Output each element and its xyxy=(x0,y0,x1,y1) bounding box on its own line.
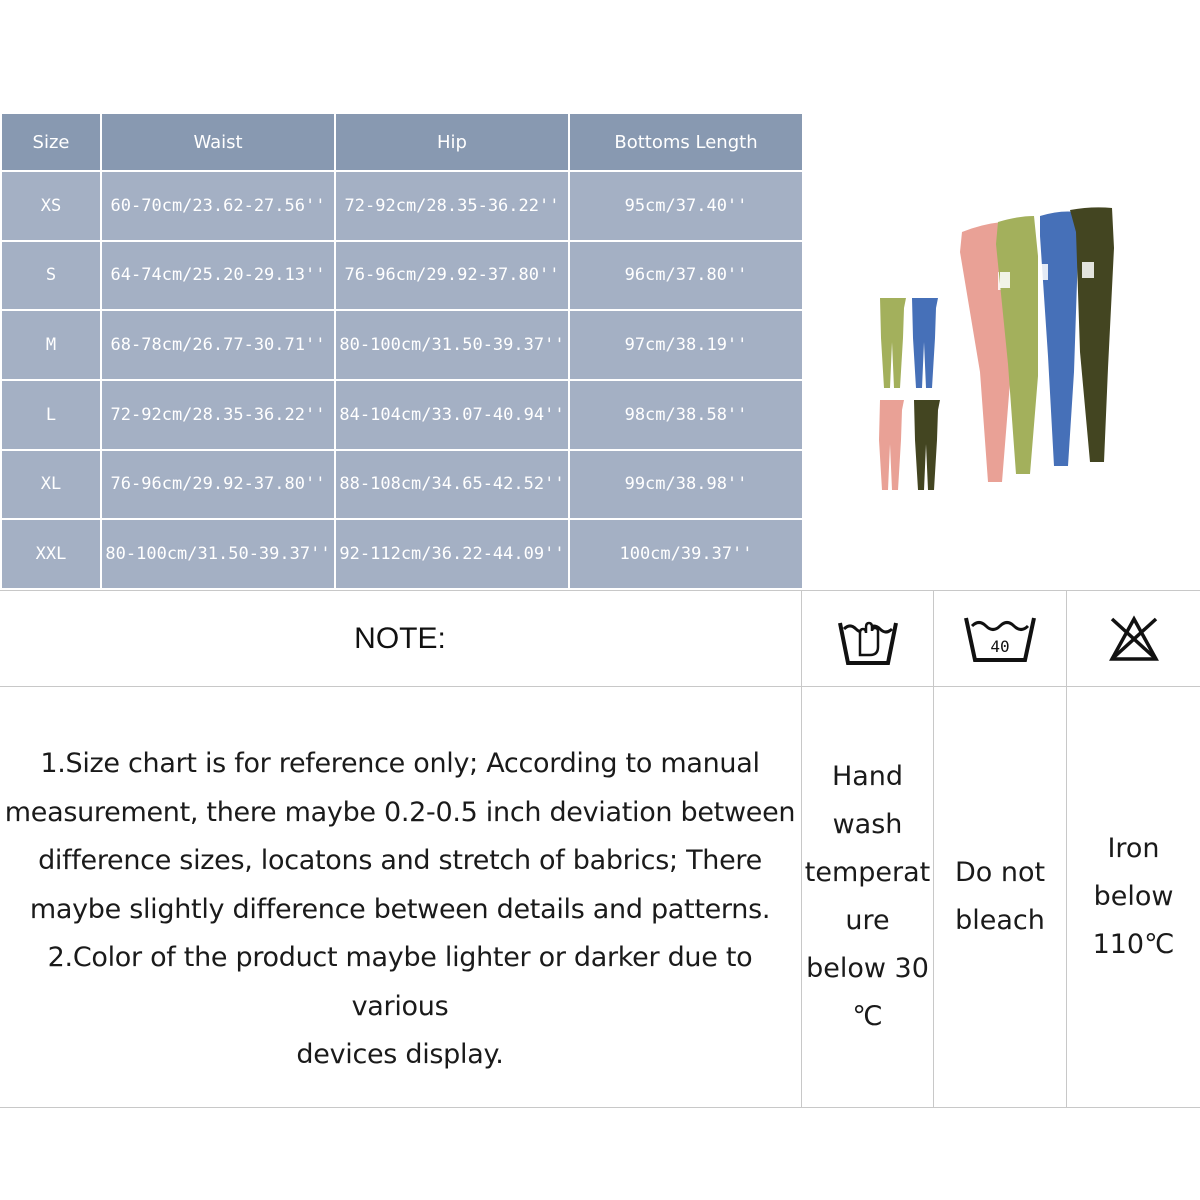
size-chart-header-row xyxy=(1,113,803,171)
care-line: bleach xyxy=(955,905,1045,936)
size-cell: XS xyxy=(1,171,101,241)
product-photo xyxy=(804,112,1200,590)
waist-cell: 80-100cm/31.50-39.37'' xyxy=(101,519,335,589)
note-line: 1.Size chart is for reference only; According to manual xyxy=(40,748,760,779)
main-blue-leggings xyxy=(1038,212,1078,467)
care-line: ℃ xyxy=(852,1001,883,1032)
size-cell: M xyxy=(1,310,101,380)
care-line: below 30 xyxy=(806,953,929,984)
care-line: 110℃ xyxy=(1092,929,1175,960)
length-cell: 96cm/37.80'' xyxy=(569,241,803,311)
table-row xyxy=(1,171,803,241)
care-hand-wash-text xyxy=(802,688,933,1106)
table-row xyxy=(1,380,803,450)
care-line: Hand xyxy=(831,761,904,792)
care-iron-text xyxy=(1067,688,1200,1106)
table-row xyxy=(1,519,803,589)
thumbnail-pink-leggings xyxy=(879,400,904,490)
wash-40-icon xyxy=(934,592,1066,686)
size-cell: XXL xyxy=(1,519,101,589)
table-row xyxy=(1,241,803,311)
hip-cell: 72-92cm/28.35-36.22'' xyxy=(335,171,569,241)
care-line: temperat xyxy=(804,857,931,888)
thumbnail-olive-leggings xyxy=(914,400,940,490)
length-cell: 100cm/39.37'' xyxy=(569,519,803,589)
header-waist: Waist xyxy=(101,113,335,171)
header-hip: Hip xyxy=(335,113,569,171)
note-line: devices display. xyxy=(296,1039,504,1070)
care-line: Do not xyxy=(954,857,1046,888)
waist-cell: 64-74cm/25.20-29.13'' xyxy=(101,241,335,311)
length-cell: 98cm/38.58'' xyxy=(569,380,803,450)
length-cell: 97cm/38.19'' xyxy=(569,310,803,380)
wash-temperature-label: 40 xyxy=(990,637,1010,656)
hip-cell: 88-108cm/34.65-42.52'' xyxy=(335,450,569,520)
table-row xyxy=(1,310,803,380)
size-cell: XL xyxy=(1,450,101,520)
thumbnail-green-leggings xyxy=(880,298,906,388)
hip-cell: 80-100cm/31.50-39.37'' xyxy=(335,310,569,380)
length-cell: 99cm/38.98'' xyxy=(569,450,803,520)
hand-wash-icon xyxy=(802,592,933,686)
hip-cell: 84-104cm/33.07-40.94'' xyxy=(335,380,569,450)
main-olive-leggings xyxy=(1070,207,1114,462)
hip-cell: 92-112cm/36.22-44.09'' xyxy=(335,519,569,589)
note-body xyxy=(0,740,800,1080)
waist-cell: 72-92cm/28.35-36.22'' xyxy=(101,380,335,450)
waist-cell: 60-70cm/23.62-27.56'' xyxy=(101,171,335,241)
size-cell: S xyxy=(1,241,101,311)
care-line: below xyxy=(1093,881,1174,912)
note-line: difference sizes, locatons and stretch of babrics; There xyxy=(38,845,762,876)
note-line: maybe slightly difference between details and patterns. xyxy=(29,893,771,925)
hip-cell: 76-96cm/29.92-37.80'' xyxy=(335,241,569,311)
no-bleach-icon xyxy=(1067,592,1200,686)
care-bleach-text xyxy=(934,688,1066,1106)
care-line: wash xyxy=(832,809,903,840)
note-line: 2.Color of the product maybe lighter or darker due to various xyxy=(47,942,753,1022)
note-title: NOTE: xyxy=(354,622,446,655)
header-bottoms-length: Bottoms Length xyxy=(569,113,803,171)
waist-cell: 68-78cm/26.77-30.71'' xyxy=(101,310,335,380)
length-cell: 95cm/37.40'' xyxy=(569,171,803,241)
thumbnail-blue-leggings xyxy=(912,298,938,388)
care-line: Iron xyxy=(1107,833,1160,864)
size-cell: L xyxy=(1,380,101,450)
size-chart-table xyxy=(0,112,804,590)
note-line: measurement, there maybe 0.2-0.5 inch deviation between xyxy=(4,796,796,828)
header-size: Size xyxy=(1,113,101,171)
care-line: ure xyxy=(845,905,890,936)
table-row xyxy=(1,450,803,520)
waist-cell: 76-96cm/29.92-37.80'' xyxy=(101,450,335,520)
